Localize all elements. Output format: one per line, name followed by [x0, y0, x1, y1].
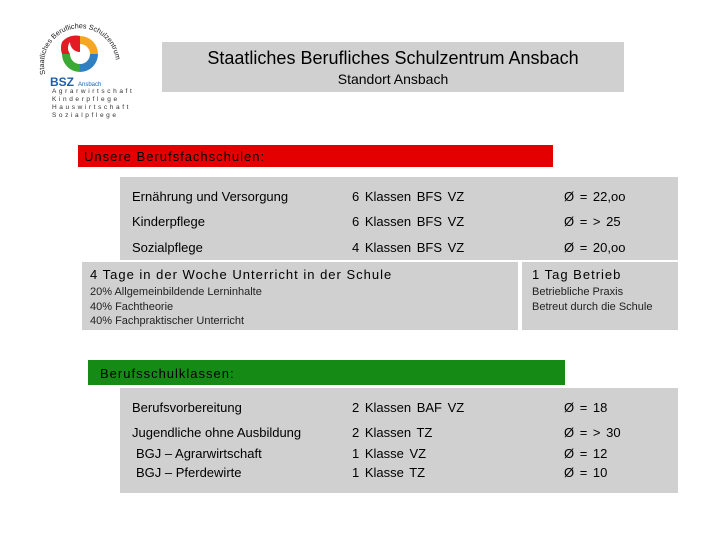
class-count: 6 Klassen BFS VZ	[352, 189, 465, 204]
average-size: Ø = > 25	[564, 214, 621, 229]
company-day-line: Betriebliche Praxis	[532, 286, 624, 298]
section-label: Unsere Berufsfachschulen:	[84, 149, 266, 164]
class-count: 2 Klassen TZ	[352, 425, 433, 440]
logo-sub-line: Agrarwirtschaft	[52, 88, 135, 95]
class-name: Berufsvorbereitung	[132, 400, 242, 415]
average-size: Ø = 22,oo	[564, 189, 626, 204]
section-bar-berufsschulklassen	[88, 360, 565, 385]
berufsschulklassen-table	[120, 388, 678, 493]
class-name: BGJ – Pferdewirte	[136, 465, 242, 480]
school-days-line: 20% Allgemeinbildende Lerninhalte	[90, 286, 262, 298]
school-name: Kinderpflege	[132, 214, 205, 229]
logo-city: Ansbach	[78, 82, 102, 88]
average-size: Ø = 12	[564, 446, 608, 461]
logo-arc-text: Staatliches Berufliches Schulzentrum	[36, 21, 123, 76]
average-size: Ø = 20,oo	[564, 240, 626, 255]
average-size: Ø = 10	[564, 465, 608, 480]
company-day-title: 1 Tag Betrieb	[532, 267, 622, 282]
school-name: Ernährung und Versorgung	[132, 189, 289, 204]
class-count: 2 Klassen BAF VZ	[352, 400, 465, 415]
logo-subtitle	[52, 88, 134, 120]
logo-abbr: BSZ	[50, 75, 74, 89]
class-name: BGJ – Agrarwirtschaft	[136, 446, 262, 461]
logo-emblem-icon	[32, 14, 128, 94]
company-day-box	[522, 262, 678, 330]
page-title: Staatliches Berufliches Schulzentrum Ansbach	[207, 48, 579, 68]
logo-sub-line: Kinderpflege	[52, 96, 120, 103]
section-bar-berufsfachschulen	[78, 145, 553, 167]
logo-sub-line: Hauswirtschaft	[52, 104, 132, 111]
school-days-line: 40% Fachtheorie	[90, 301, 174, 313]
average-size: Ø = > 30	[564, 425, 621, 440]
class-name: Jugendliche ohne Ausbildung	[132, 425, 302, 440]
class-count: 1 Klasse VZ	[352, 446, 427, 461]
school-name: Sozialpflege	[132, 240, 203, 255]
berufsfachschulen-table	[120, 177, 678, 260]
section-label: Berufsschulklassen:	[100, 366, 235, 381]
class-count: 1 Klasse TZ	[352, 465, 426, 480]
average-size: Ø = 18	[564, 400, 608, 415]
school-days-box	[82, 262, 518, 330]
school-days-line: 40% Fachpraktischer Unterricht	[90, 315, 245, 327]
page-header	[162, 42, 624, 92]
page-subtitle: Standort Ansbach	[337, 71, 449, 87]
class-count: 4 Klassen BFS VZ	[352, 240, 465, 255]
class-count: 6 Klassen BFS VZ	[352, 214, 465, 229]
school-days-title: 4 Tage in der Woche Unterricht in der Schule	[90, 267, 393, 282]
logo-sub-line: Sozialpflege	[52, 112, 119, 119]
company-day-line: Betreut durch die Schule	[532, 301, 653, 313]
